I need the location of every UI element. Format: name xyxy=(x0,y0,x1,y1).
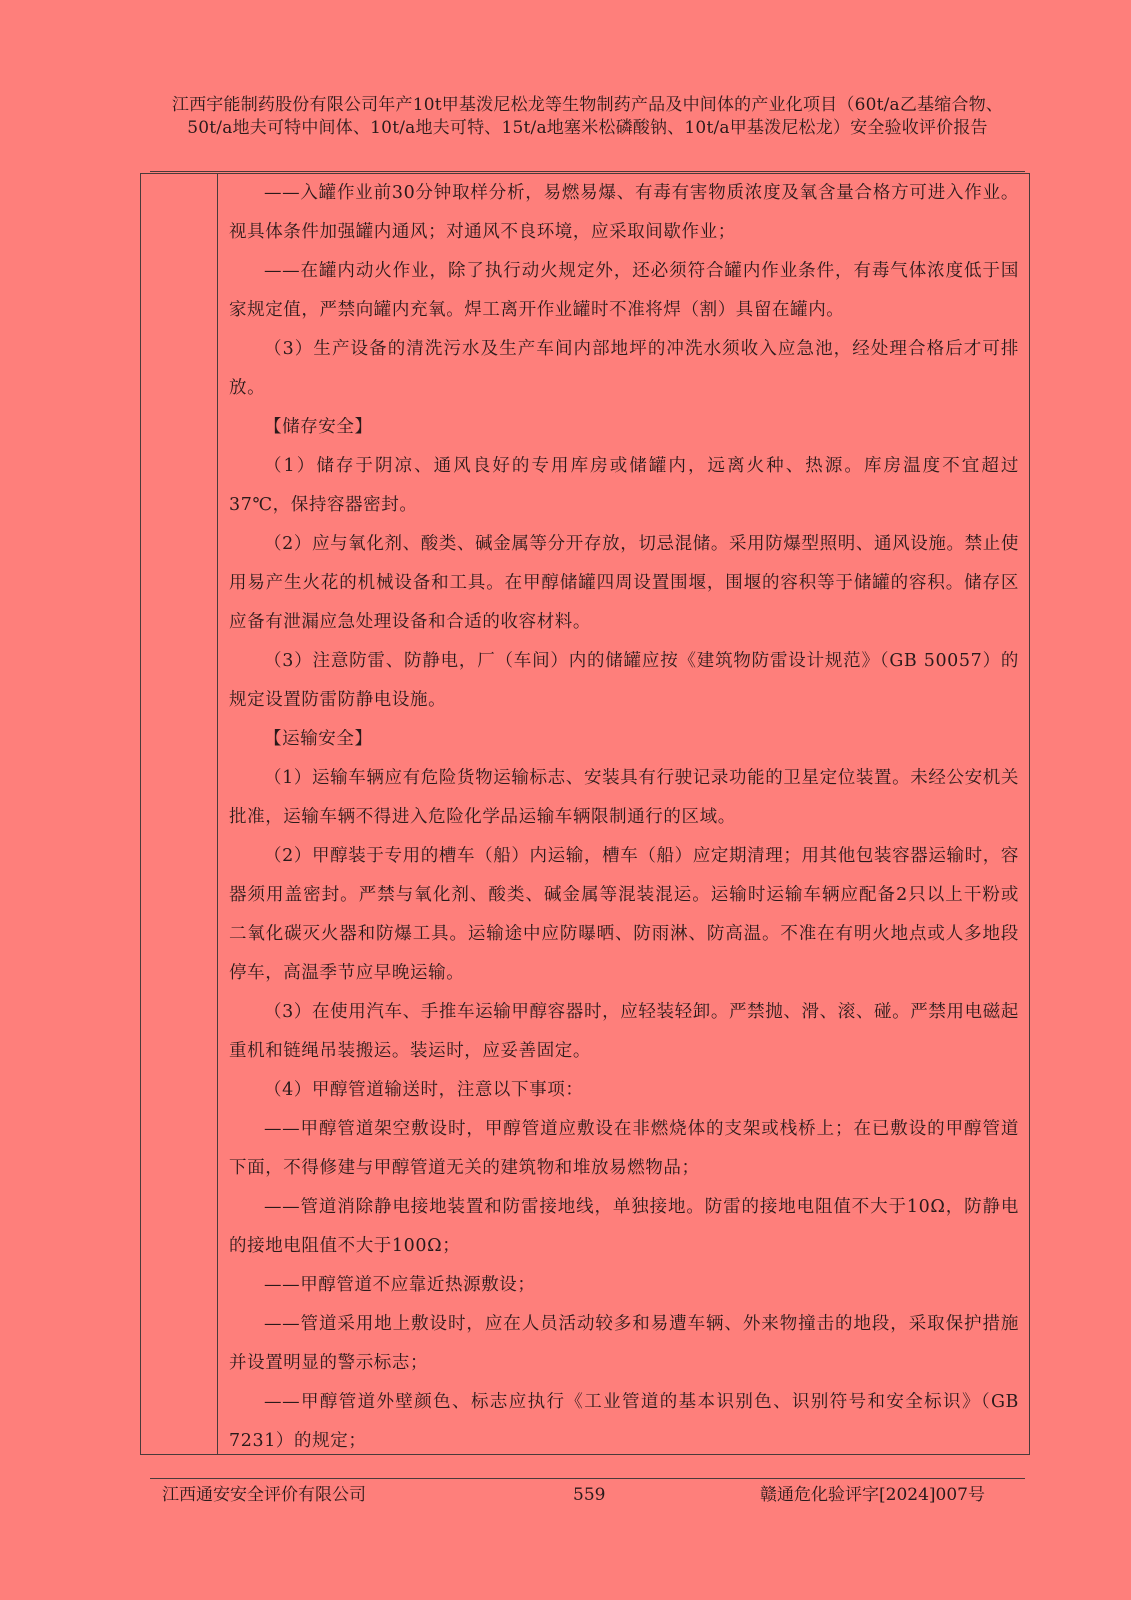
paragraph: （3）在使用汽车、手推车运输甲醇容器时，应轻装轻卸。严禁抛、滑、滚、碰。严禁用电磁起重机和链绳吊装搬运。装运时，应妥善固定。 xyxy=(229,1002,1019,1061)
footer-divider xyxy=(150,1478,1025,1479)
paragraph: ——在罐内动火作业，除了执行动火规定外，还必须符合罐内作业条件，有毒气体浓度低于国家规定值，严禁向罐内充氧。焊工离开作业罐时不准将焊（割）具留在罐内。 xyxy=(229,261,1019,320)
paragraph: （4）甲醇管道输送时，注意以下事项： xyxy=(264,1080,584,1100)
report-header-title: 江西宇能制药股份有限公司年产10t甲基泼尼松龙等生物制药产品及中间体的产业化项目（60t/a乙基缩合物、50t/a地夫可特中间体、10t/a地夫可特、15t/a地塞米松磷酸钠、10t/a甲基泼尼松龙）安全验收评价报告 xyxy=(171,95,1004,138)
paragraph: （2）应与氧化剂、酸类、碱金属等分开存放，切忌混储。采用防爆型照明、通风设施。禁止使用易产生火花的机械设备和工具。在甲醇储罐四周设置围堰，围堰的容积等于储罐的容积。储存区应备有泄漏应急处理设备和合适的收容材料。 xyxy=(229,534,1019,632)
section-heading-transport: 【运输安全】 xyxy=(264,729,373,749)
page-number: 559 xyxy=(573,1485,606,1505)
paragraph: ——甲醇管道架空敷设时，甲醇管道应敷设在非燃烧体的支架或栈桥上；在已敷设的甲醇管道下面，不得修建与甲醇管道无关的建筑物和堆放易燃物品； xyxy=(229,1119,1019,1178)
document-number: 赣通危化验评字[2024]007号 xyxy=(760,1485,985,1505)
paragraph: ——管道采用地上敷设时，应在人员活动较多和易遭车辆、外来物撞击的地段，采取保护措施并设置明显的警示标志； xyxy=(229,1314,1019,1373)
header-divider xyxy=(150,171,1025,172)
table-column-divider xyxy=(217,173,218,1455)
paragraph: ——入罐作业前30分钟取样分析，易燃易爆、有毒有害物质浓度及氧含量合格方可进入作业。视具体条件加强罐内通风；对通风不良环境，应采取间歇作业； xyxy=(229,183,1019,242)
footer-company: 江西通安安全评价有限公司 xyxy=(162,1485,366,1505)
paragraph: ——管道消除静电接地装置和防雷接地线，单独接地。防雷的接地电阻值不大于10Ω，防静电的接地电阻值不大于100Ω； xyxy=(229,1197,1019,1256)
paragraph: （3）生产设备的清洗污水及生产车间内部地坪的冲洗水须收入应急池，经处理合格后才可排放。 xyxy=(229,339,1019,398)
section-heading-storage: 【储存安全】 xyxy=(264,417,373,437)
paragraph: （1）储存于阴凉、通风良好的专用库房或储罐内，远离火种、热源。库房温度不宜超过37℃，保持容器密封。 xyxy=(229,456,1019,515)
paragraph: （3）注意防雷、防静电，厂（车间）内的储罐应按《建筑物防雷设计规范》（GB 50057）的规定设置防雷防静电设施。 xyxy=(229,651,1019,710)
paragraph: ——甲醇管道不应靠近热源敷设； xyxy=(264,1275,536,1295)
table-content-cell xyxy=(229,174,1019,1461)
paragraph: （2）甲醇装于专用的槽车（船）内运输，槽车（船）应定期清理；用其他包装容器运输时，容器须用盖密封。严禁与氧化剂、酸类、碱金属等混装混运。运输时运输车辆应配备2只以上干粉或二氧化碳灭火器和防爆工具。运输途中应防曝晒、防雨淋、防高温。不准在有明火地点或人多地段停车，高温季节应早晚运输。 xyxy=(229,846,1019,983)
paragraph: （1）运输车辆应有危险货物运输标志、安装具有行驶记录功能的卫星定位装置。未经公安机关批准，运输车辆不得进入危险化学品运输车辆限制通行的区域。 xyxy=(229,768,1019,827)
paragraph: ——甲醇管道外壁颜色、标志应执行《工业管道的基本识别色、识别符号和安全标识》（GB 7231）的规定； xyxy=(229,1392,1019,1451)
